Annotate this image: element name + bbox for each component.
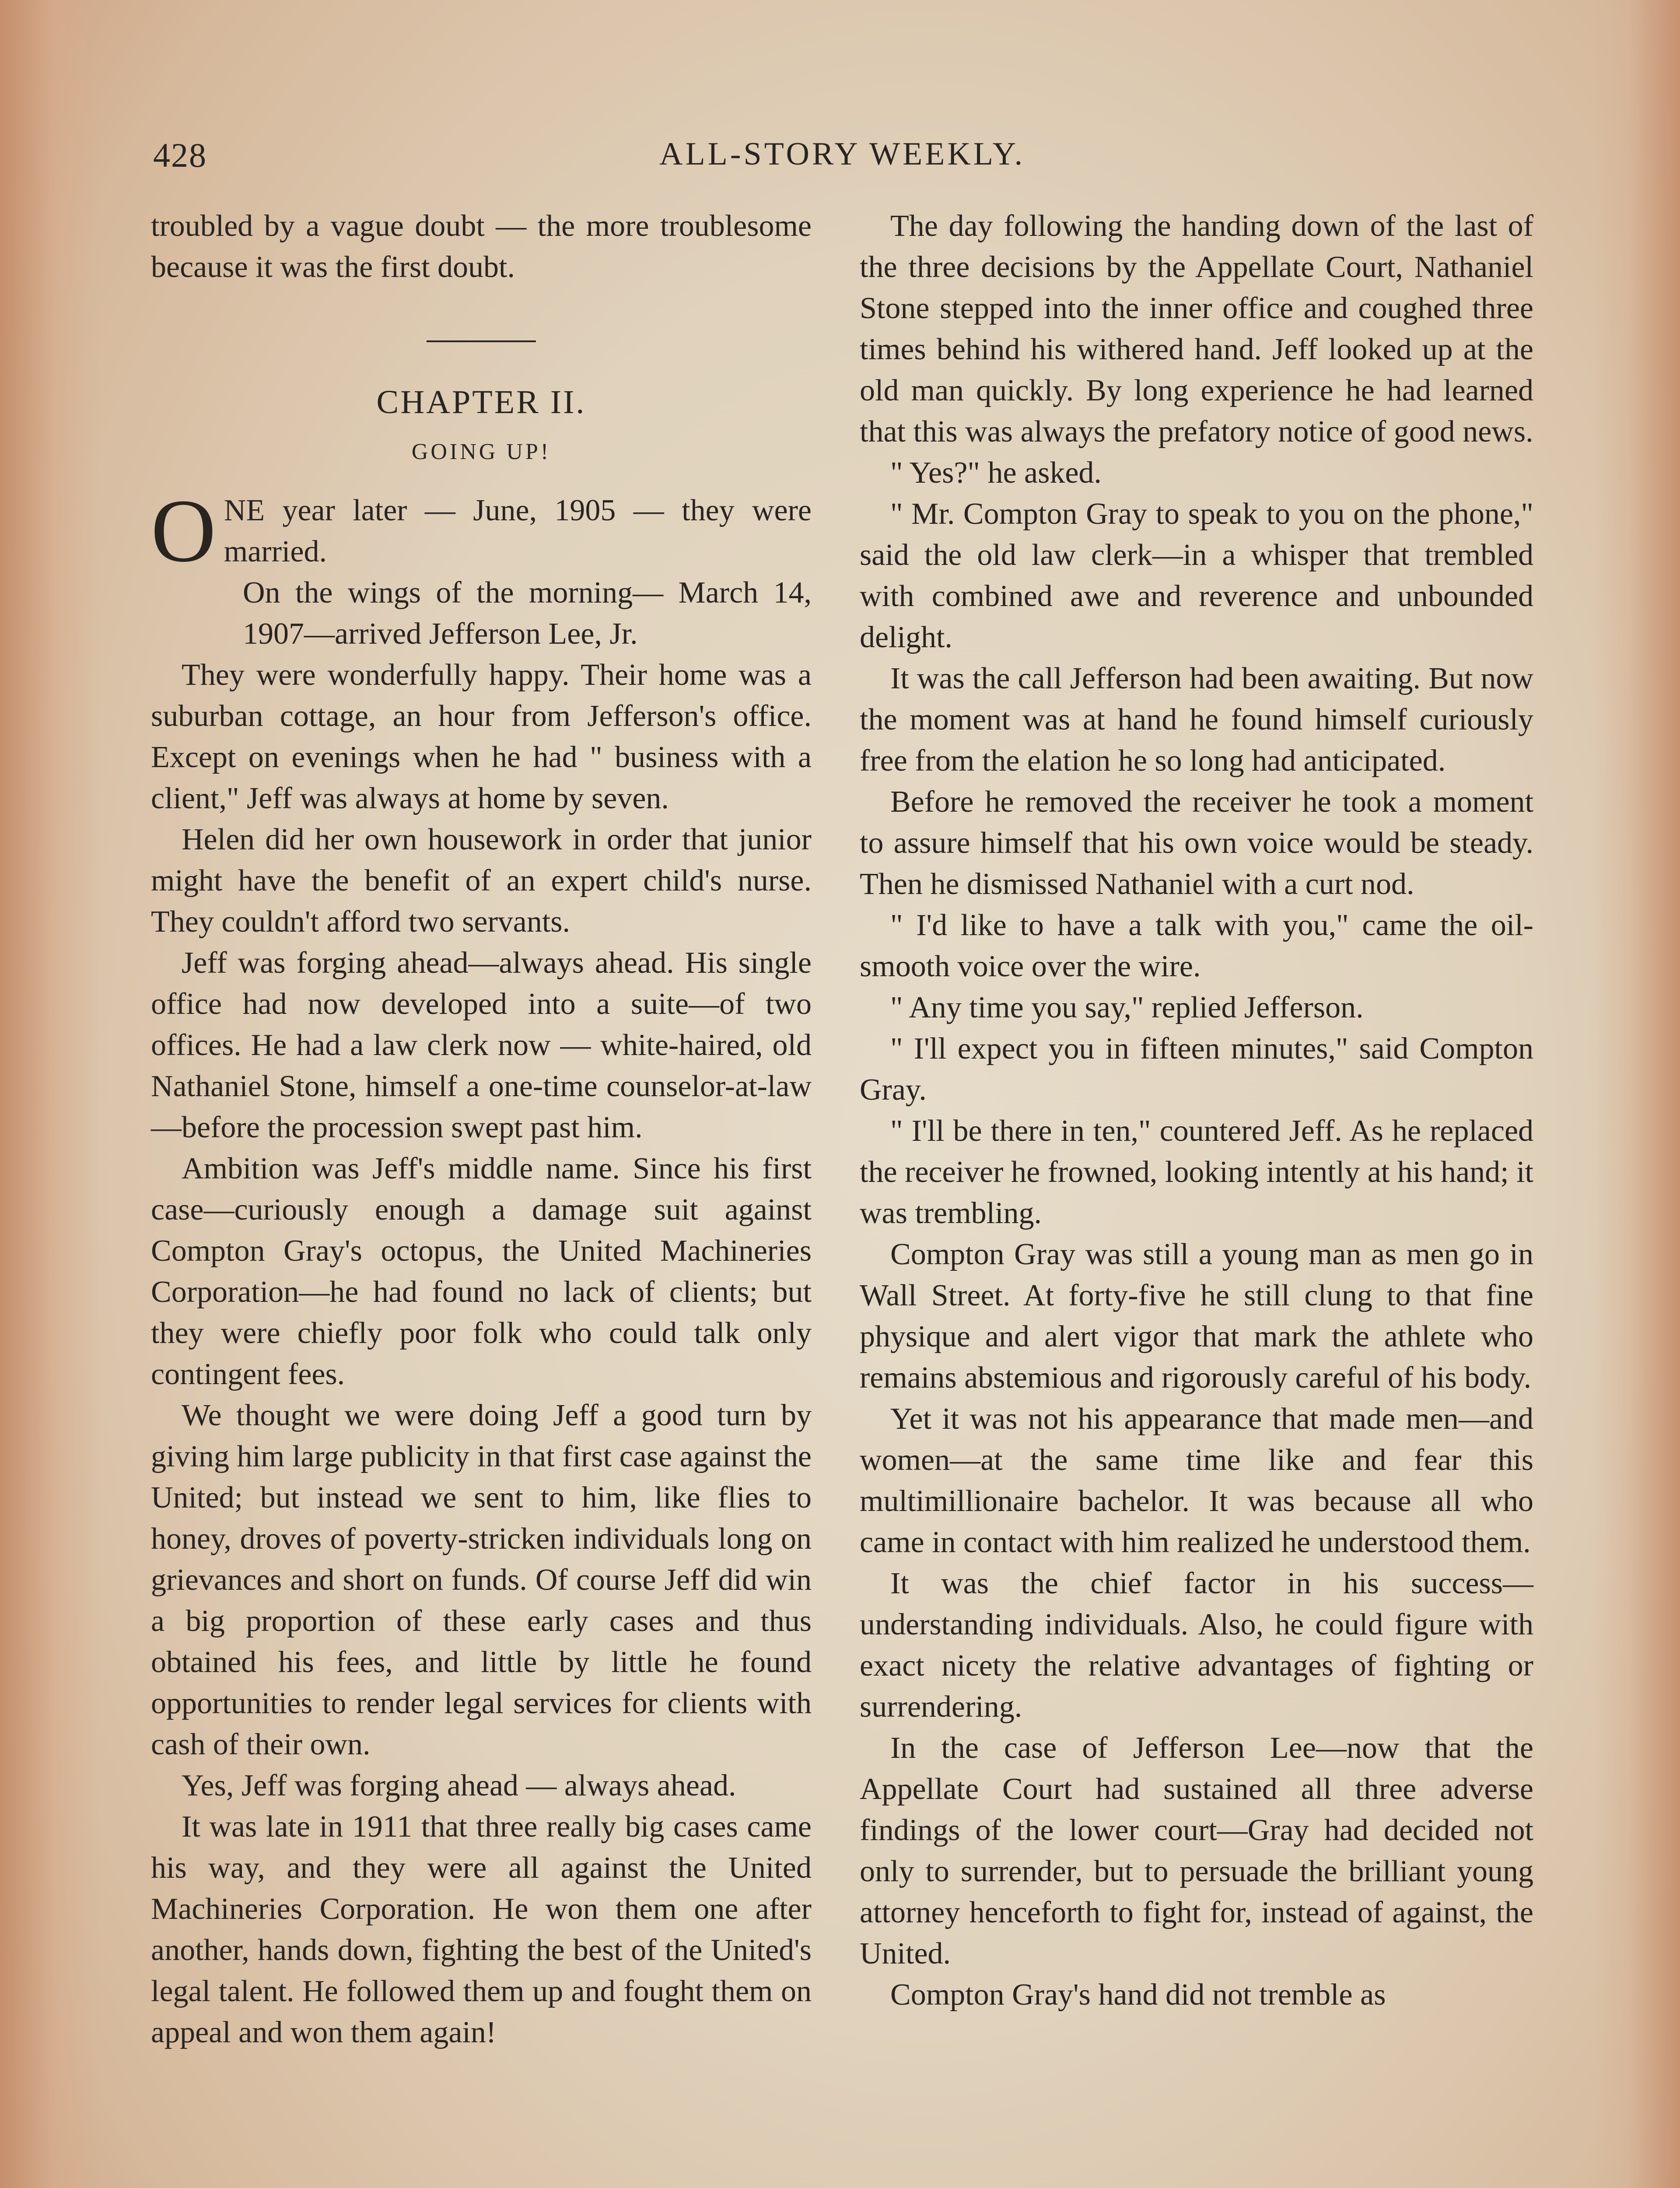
page-header bbox=[153, 136, 1531, 184]
dialogue-paragraph: " I'd like to have a talk with you," came the oil-smooth voice over the wire. bbox=[860, 908, 1533, 983]
body-paragraph: Compton Gray's hand did not tremble as bbox=[890, 1978, 1386, 2012]
page-edge-stain-left bbox=[0, 0, 101, 2188]
body-paragraph: Yet it was not his appearance that made men—and women—at the same time like and fear this multimillionaire bachelor. It was because all who came in contact with him realized he understood them. bbox=[860, 1402, 1533, 1559]
body-paragraph: Ambition was Jeff's middle name. Since his first case—curiously enough a damage suit against Compton Gray's octopus, the United Machineries Corporation—he had found no lack of clients; but they were chiefly poor folk who could talk only contingent fees. bbox=[151, 1152, 812, 1391]
dialogue-paragraph: " Mr. Compton Gray to speak to you on the phone," said the old law clerk—in a whisper that trembled with combined awe and reverence and unbounded delight. bbox=[860, 497, 1533, 654]
body-paragraph: Jeff was forging ahead—always ahead. His single office had now developed into a suite—of two offices. He had a law clerk now — white-haired, old Nathaniel Stone, himself a one-time counselor-at-law—before the procession swept past him. bbox=[151, 946, 812, 1144]
left-column bbox=[151, 206, 812, 2053]
dialogue-paragraph: " I'll expect you in fifteen minutes," said Compton Gray. bbox=[860, 1032, 1533, 1107]
body-paragraph: They were wonderfully happy. Their home was a suburban cottage, an hour from Jefferson's office. Except on evenings when he had " business with a client," Jeff was always at home by seven. bbox=[151, 658, 812, 815]
body-paragraph: We thought we were doing Jeff a good turn by giving him large publicity in that first case against the United; but instead we sent to him, like flies to honey, droves of poverty-stricken individuals long on grievances and short on funds. Of course Jeff did win a big proportion of these early cases and thus obtained his fees, and little by little he found opportunities to render legal services for clients with cash of their own. bbox=[151, 1399, 812, 1761]
body-paragraph: Yes, Jeff was forging ahead — always ahead. bbox=[182, 1769, 736, 1802]
chapter-subtitle: GOING UP! bbox=[411, 439, 551, 464]
dialogue-paragraph: " I'll be there in ten," countered Jeff. As he replaced the receiver he frowned, looking intently at his hand; it was trembling. bbox=[860, 1114, 1533, 1230]
section-divider bbox=[427, 340, 536, 342]
page-edge-stain-right bbox=[1592, 0, 1680, 2188]
chapter-title: CHAPTER II. bbox=[376, 384, 586, 421]
drop-cap: O bbox=[151, 480, 216, 581]
right-column bbox=[860, 206, 1533, 2016]
intro-paragraph: troubled by a vague doubt — the more troublesome because it was the first doubt. bbox=[151, 209, 812, 284]
opening-paragraph bbox=[151, 480, 812, 581]
body-paragraph: It was late in 1911 that three really big cases came his way, and they were all against the United Machineries Corporation. He won them one after another, hands down, fighting the best of the United's legal talent. He followed them up and fought them on appeal and won them again! bbox=[151, 1810, 812, 2049]
body-paragraph: It was the call Jefferson had been awaiting. But now the moment was at hand he found himself curiously free from the elation he so long had anticipated. bbox=[860, 662, 1533, 778]
body-paragraph: It was the chief factor in his success—understanding individuals. Also, he could figure with exact nicety the relative advantages of fighting or surrendering. bbox=[860, 1567, 1533, 1724]
opening-text: NE year later — June, 1905 — they were married. bbox=[224, 494, 812, 568]
dialogue-paragraph: " Yes?" he asked. bbox=[890, 456, 1102, 490]
body-paragraph: Helen did her own housework in order that junior might have the benefit of an expert child's nurse. They couldn't afford two servants. bbox=[151, 823, 812, 939]
page-number: 428 bbox=[153, 136, 207, 174]
body-paragraph: Compton Gray was still a young man as men go in Wall Street. At forty-five he still clung to that fine physique and alert vigor that mark the athlete who remains abstemious and rigorously careful of his body. bbox=[860, 1238, 1533, 1395]
body-paragraph: The day following the handing down of the last of the three decisions by the Appellate Court, Nathaniel Stone stepped into the inner office and coughed three times behind his withered hand. Jeff looked up at the old man quickly. By long experience he had learned that this was always the prefatory notice of good news. bbox=[860, 209, 1533, 449]
opening-paragraph-continued: On the wings of the morning— March 14, 1907—arrived Jefferson Lee, Jr. bbox=[243, 576, 812, 651]
body-paragraph: Before he removed the receiver he took a moment to assure himself that his own voice would be steady. Then he dismissed Nathaniel with a curt nod. bbox=[860, 785, 1533, 901]
running-head: ALL-STORY WEEKLY. bbox=[659, 136, 1025, 172]
body-paragraph: In the case of Jefferson Lee—now that the Appellate Court had sustained all three adverse findings of the lower court—Gray had decided not only to surrender, but to persuade the brilliant young attorney henceforth to fight for, instead of against, the United. bbox=[860, 1731, 1533, 1971]
dialogue-paragraph: " Any time you say," replied Jefferson. bbox=[890, 991, 1364, 1024]
